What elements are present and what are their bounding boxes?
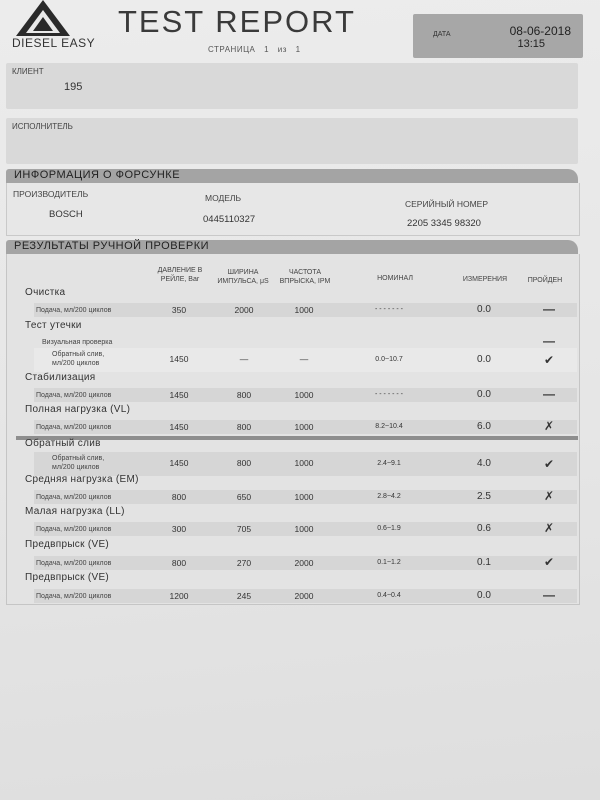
group-title-medium-load: Средняя нагрузка (EM)	[25, 474, 139, 485]
pressure-cell: 1450	[169, 422, 189, 432]
measure-cell: 0.6	[477, 523, 491, 534]
table-row	[34, 348, 577, 372]
executor-label: ИСПОЛНИТЕЛЬ	[12, 122, 73, 131]
measure-cell: 0.1	[477, 557, 491, 568]
row-label-line2: мл/200 циклов	[52, 464, 100, 471]
diesel-easy-logo	[6, 0, 106, 58]
serial-label: СЕРИЙНЫЙ НОМЕР	[405, 199, 488, 209]
nominal-cell: 0.4~0.4	[377, 592, 401, 599]
results-section-header	[6, 240, 578, 254]
row-label: Подача, мл/200 циклов	[36, 560, 112, 567]
freq-cell: 2000	[294, 558, 314, 568]
table-row	[34, 420, 577, 434]
col-measure-header: ИЗМЕРЕНИЯ	[462, 276, 508, 283]
date-box	[413, 14, 583, 58]
results-section-title: РЕЗУЛЬТАТЫ РУЧНОЙ ПРОВЕРКИ	[14, 240, 210, 252]
nominal-cell: 0.6~1.9	[377, 525, 401, 532]
measure-cell: 0.0	[477, 304, 491, 315]
table-row	[34, 303, 577, 317]
row-label	[52, 350, 104, 368]
pressure-cell: 1450	[169, 390, 189, 400]
group-title-cleaning: Очистка	[25, 287, 66, 298]
visual-check-passed: —	[543, 334, 555, 348]
group-title-pilot-injection-1: Предвпрыск (VE)	[25, 539, 110, 550]
report-title: TEST REPORT	[118, 4, 356, 39]
table-row	[34, 556, 577, 570]
model-value: 0445110327	[203, 214, 256, 225]
pressure-cell: 1200	[169, 591, 189, 601]
row-label: Подача, мл/200 циклов	[36, 593, 112, 600]
measure-cell: 0.0	[477, 354, 491, 365]
pressure-cell: 1450	[169, 458, 189, 468]
col-width-line2: ИМПУЛЬСА, μS	[217, 278, 269, 285]
row-label: Подача, мл/200 циклов	[36, 424, 112, 431]
measure-cell: 6.0	[477, 421, 491, 432]
group-title-return-flow: Обратный слив	[25, 438, 101, 449]
logo-text: DIESEL EASY	[12, 36, 96, 50]
client-label: КЛИЕНТ	[12, 67, 44, 76]
injector-section-header	[6, 169, 578, 183]
model-label: МОДЕЛЬ	[205, 193, 242, 203]
group-title-low-load: Малая нагрузка (LL)	[25, 506, 125, 517]
freq-cell: 1000	[294, 492, 314, 502]
width-cell: 800	[236, 458, 252, 468]
passed-cell: —	[543, 387, 555, 401]
nominal-cell: 2.4~9.1	[377, 460, 401, 467]
nominal-cell: 2.8~4.2	[377, 493, 401, 500]
width-cell: 245	[236, 591, 252, 601]
page-label: СТРАНИЦА	[208, 45, 256, 54]
measure-cell: 4.0	[477, 458, 491, 469]
page-of: из	[277, 45, 287, 54]
row-label: Подача, мл/200 циклов	[36, 494, 112, 501]
pressure-cell: 800	[171, 558, 187, 568]
width-cell: 270	[236, 558, 252, 568]
client-field	[6, 63, 578, 109]
row-label-line1: Обратный слив,	[52, 351, 105, 358]
nominal-cell: - - - - - - -	[375, 306, 403, 313]
width-cell: —	[239, 354, 249, 364]
group-title-pilot-injection-2: Предвпрыск (VE)	[25, 572, 110, 583]
passed-cell: ✔	[543, 457, 555, 471]
group-title-full-load: Полная нагрузка (VL)	[25, 404, 131, 415]
row-label-line2: мл/200 циклов	[52, 360, 100, 367]
col-pressure-line1: ДАВЛЕНИЕ В	[157, 267, 203, 274]
passed-cell: —	[543, 588, 555, 602]
freq-cell: 1000	[294, 524, 314, 534]
freq-cell: 1000	[294, 458, 314, 468]
pressure-cell: 300	[171, 524, 187, 534]
width-cell: 650	[236, 492, 252, 502]
table-row	[34, 452, 577, 476]
table-row	[34, 490, 577, 504]
col-freq-line2: ВПРЫСКА, IPM	[279, 278, 331, 285]
freq-cell: —	[299, 354, 309, 364]
date-label: ДАТА	[433, 31, 451, 38]
width-cell: 2000	[234, 305, 254, 315]
passed-cell: ✗	[543, 489, 555, 503]
table-row	[34, 388, 577, 402]
row-label: Подача, мл/200 циклов	[36, 526, 112, 533]
client-value: 195	[64, 81, 83, 93]
measure-cell: 2.5	[477, 491, 491, 502]
nominal-cell: 0.1~1.2	[377, 559, 401, 566]
col-pressure-header	[150, 266, 210, 284]
time-value: 13:15	[517, 38, 545, 50]
passed-cell: ✗	[543, 521, 555, 535]
passed-cell: —	[543, 302, 555, 316]
group-title-leak-test: Тест утечки	[25, 320, 82, 331]
width-cell: 705	[236, 524, 252, 534]
injector-section-title: ИНФОРМАЦИЯ О ФОРСУНКЕ	[14, 169, 181, 181]
group-title-stabilization: Стабилизация	[25, 372, 96, 383]
col-freq-line1: ЧАСТОТА	[288, 269, 322, 276]
measure-cell: 0.0	[477, 389, 491, 400]
nominal-cell: 0.0~10.7	[375, 356, 403, 363]
freq-cell: 1000	[294, 422, 314, 432]
nominal-cell: 8.2~10.4	[375, 423, 403, 430]
nominal-cell: - - - - - - -	[375, 391, 403, 398]
pressure-cell: 1450	[169, 354, 189, 364]
col-freq-header	[270, 268, 340, 286]
visual-check-label: Визуальная проверка	[42, 339, 113, 346]
row-label	[52, 454, 104, 472]
col-width-line1: ШИРИНА	[227, 269, 259, 276]
page-total: 1	[295, 45, 301, 54]
injector-info-box	[6, 183, 580, 236]
table-row	[34, 589, 577, 603]
col-nominal-header: НОМИНАЛ	[377, 275, 413, 282]
table-row	[34, 522, 577, 536]
width-cell: 800	[236, 422, 252, 432]
page-number: 1	[264, 45, 270, 54]
date-value: 08-06-2018	[509, 24, 571, 38]
passed-cell: ✔	[543, 555, 555, 569]
row-label-line1: Обратный слив,	[52, 455, 105, 462]
col-passed-header: ПРОЙДЕН	[527, 277, 563, 284]
serial-value: 2205 3345 98320	[407, 218, 481, 229]
row-label: Подача, мл/200 циклов	[36, 392, 112, 399]
triangle-logo-icon	[16, 0, 70, 36]
freq-cell: 1000	[294, 390, 314, 400]
pressure-cell: 350	[171, 305, 187, 315]
executor-field	[6, 118, 578, 164]
width-cell: 800	[236, 390, 252, 400]
page-indicator	[208, 45, 307, 54]
passed-cell: ✔	[543, 353, 555, 367]
col-width-header	[208, 268, 278, 286]
col-pressure-line2: РЕЙЛЕ, Bar	[160, 276, 200, 283]
pressure-cell: 800	[171, 492, 187, 502]
row-label: Подача, мл/200 циклов	[36, 307, 112, 314]
freq-cell: 2000	[294, 591, 314, 601]
manufacturer-label: ПРОИЗВОДИТЕЛЬ	[13, 189, 89, 199]
manufacturer-value: BOSCH	[49, 209, 83, 220]
measure-cell: 0.0	[477, 590, 491, 601]
passed-cell: ✗	[543, 419, 555, 433]
freq-cell: 1000	[294, 305, 314, 315]
